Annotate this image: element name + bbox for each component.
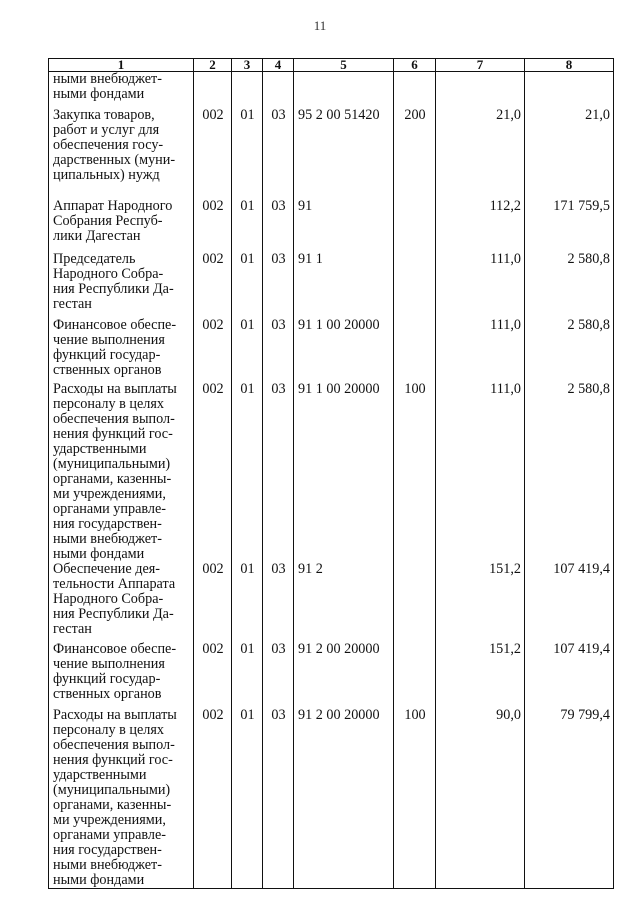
column-header: 3 [232,59,263,72]
expense-type-code [394,199,436,252]
item-name: Финансовое обеспе- чение выполнения функций государ- ственных органов [49,642,194,708]
item-name: Финансовое обеспе- чение выполнения функций государ- ственных органов [49,318,194,382]
amount-col8: 21,0 [525,108,614,199]
item-name: Расходы на выплаты персоналу в целях обеспечения выпол- нения функций гос- ударственными (муниципальными) органами, казенны- ми учреждениями, органами управле- ния государствен- ными внебюджет- ными фондами [49,708,194,889]
subsection-code: 03 [263,562,294,642]
subsection-code: 03 [263,318,294,382]
column-header: 6 [394,59,436,72]
subsection-code: 03 [263,642,294,708]
expense-type-code: 100 [394,708,436,889]
budget-table [48,58,614,889]
column-header: 5 [294,59,394,72]
target-article-code: 95 2 00 51420 [294,108,394,199]
item-name: Расходы на выплаты персоналу в целях обеспечения выпол- нения функций гос- ударственными (муниципальными) органами, казенны- ми учреждениями, органами управле- ния государствен- ными внебюджет- ными фондами [49,382,194,562]
subsection-code: 03 [263,199,294,252]
section-code: 01 [232,382,263,562]
table-row [49,708,614,889]
target-article-code: 91 2 00 20000 [294,708,394,889]
table-row [49,318,614,382]
amount-col8 [525,72,614,108]
amount-col7: 111,0 [436,252,525,318]
expense-type-code [394,642,436,708]
section-code: 01 [232,252,263,318]
ministry-code: 002 [194,318,232,382]
column-header: 2 [194,59,232,72]
section-code: 01 [232,108,263,199]
amount-col8: 2 580,8 [525,318,614,382]
target-article-code [294,72,394,108]
amount-col8: 107 419,4 [525,562,614,642]
ministry-code: 002 [194,108,232,199]
table-header-row [49,59,614,72]
page-number: 11 [313,18,327,33]
subsection-code: 03 [263,108,294,199]
ministry-code: 002 [194,642,232,708]
section-code [232,72,263,108]
column-header: 1 [49,59,194,72]
ministry-code [194,72,232,108]
ministry-code: 002 [194,382,232,562]
section-code: 01 [232,642,263,708]
item-name: Закупка товаров, работ и услуг для обеспечения госу- дарственных (муни- ципальных) нужд [49,108,194,199]
amount-col8: 171 759,5 [525,199,614,252]
section-code: 01 [232,199,263,252]
amount-col8: 107 419,4 [525,642,614,708]
amount-col7: 112,2 [436,199,525,252]
ministry-code: 002 [194,252,232,318]
amount-col7 [436,72,525,108]
column-header: 8 [525,59,614,72]
amount-col7: 151,2 [436,642,525,708]
ministry-code: 002 [194,708,232,889]
ministry-code: 002 [194,199,232,252]
subsection-code: 03 [263,382,294,562]
expense-type-code: 100 [394,382,436,562]
table-row [49,382,614,562]
column-header: 4 [263,59,294,72]
subsection-code: 03 [263,252,294,318]
subsection-code: 03 [263,708,294,889]
amount-col7: 90,0 [436,708,525,889]
amount-col7: 111,0 [436,382,525,562]
expense-type-code [394,72,436,108]
table-row [49,642,614,708]
column-header: 7 [436,59,525,72]
expense-type-code [394,252,436,318]
table-row [49,108,614,199]
target-article-code: 91 2 [294,562,394,642]
expense-type-code: 200 [394,108,436,199]
target-article-code: 91 1 00 20000 [294,318,394,382]
amount-col8: 2 580,8 [525,382,614,562]
target-article-code: 91 1 00 20000 [294,382,394,562]
target-article-code: 91 1 [294,252,394,318]
amount-col7: 151,2 [436,562,525,642]
table-row [49,72,614,108]
item-name: ными внебюджет- ными фондами [49,72,194,108]
table-row [49,562,614,642]
subsection-code [263,72,294,108]
amount-col7: 21,0 [436,108,525,199]
amount-col8: 2 580,8 [525,252,614,318]
target-article-code: 91 2 00 20000 [294,642,394,708]
expense-type-code [394,318,436,382]
item-name: Обеспечение дея- тельности Аппарата Народного Собра- ния Республики Да- гестан [49,562,194,642]
section-code: 01 [232,562,263,642]
amount-col7: 111,0 [436,318,525,382]
target-article-code: 91 [294,199,394,252]
section-code: 01 [232,318,263,382]
ministry-code: 002 [194,562,232,642]
expense-type-code [394,562,436,642]
section-code: 01 [232,708,263,889]
amount-col8: 79 799,4 [525,708,614,889]
table-row [49,199,614,252]
item-name: Председатель Народного Собра- ния Республики Да- гестан [49,252,194,318]
table-row [49,252,614,318]
item-name: Аппарат Народного Собрания Респуб- лики Дагестан [49,199,194,252]
